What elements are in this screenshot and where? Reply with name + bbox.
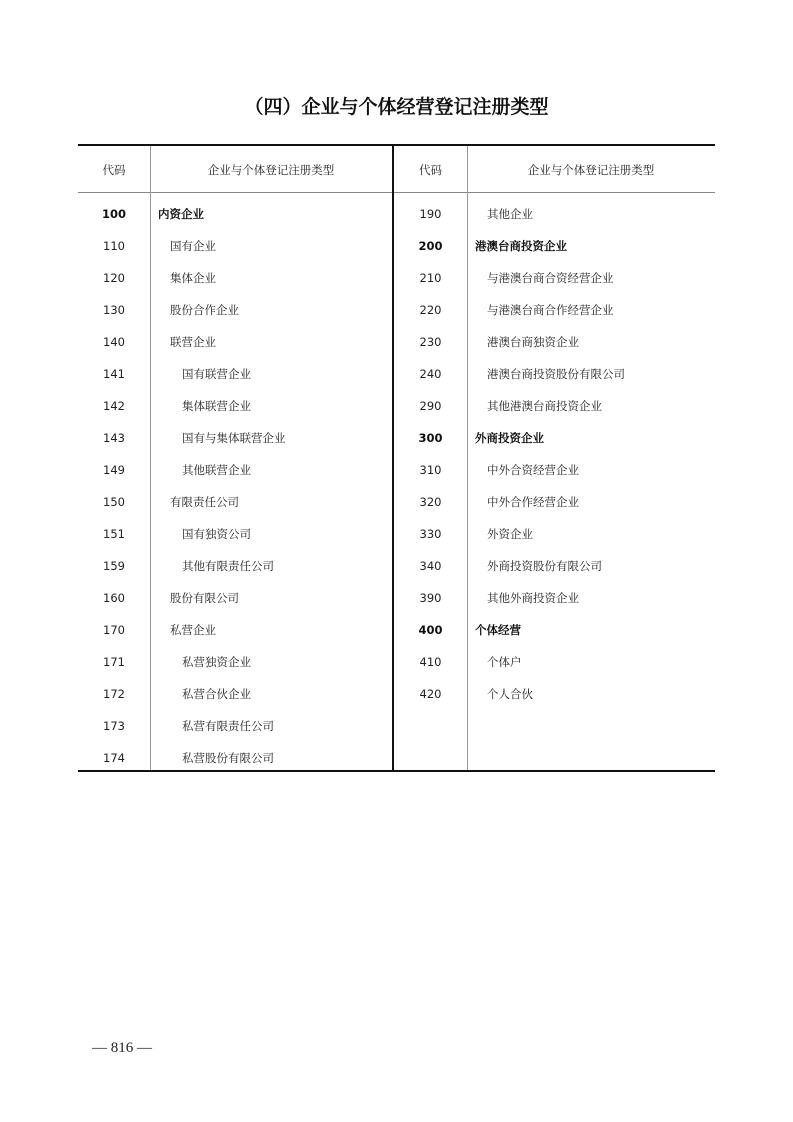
row-code: 130: [103, 303, 125, 317]
row-type-name: 国有与集体联营企业: [182, 431, 286, 445]
row-code: 300: [418, 431, 443, 445]
row-code: 310: [419, 463, 442, 477]
row-code: 160: [103, 591, 125, 605]
row-type-name: 个体经营: [475, 623, 521, 637]
row-type-name: 外资企业: [487, 527, 533, 541]
header-type-left: 企业与个体登记注册类型: [207, 163, 335, 177]
row-code: 330: [419, 527, 442, 541]
row-type-name: 其他外商投资企业: [487, 591, 579, 605]
row-code: 143: [103, 431, 125, 445]
header-code-left: 代码: [102, 163, 126, 177]
row-code: 190: [419, 207, 442, 221]
row-code: 390: [419, 591, 442, 605]
row-code: 420: [419, 687, 442, 701]
row-code: 120: [103, 271, 125, 285]
row-type-name: 其他港澳台商投资企业: [487, 399, 602, 413]
row-type-name: 集体联营企业: [182, 399, 251, 413]
row-type-name: 其他联营企业: [182, 463, 251, 477]
row-code: 140: [103, 335, 125, 349]
row-code: 149: [103, 463, 125, 477]
row-type-name: 私营股份有限公司: [182, 751, 274, 765]
row-code: 142: [103, 399, 125, 413]
column-divider: [467, 146, 468, 770]
row-type-name: 私营企业: [170, 623, 216, 637]
row-type-name: 国有独资公司: [182, 527, 251, 541]
row-type-name: 其他有限责任公司: [182, 559, 274, 573]
row-code: 100: [101, 207, 126, 221]
row-type-name: 集体企业: [170, 271, 216, 285]
row-code: 110: [103, 239, 125, 253]
row-code: 150: [103, 495, 125, 509]
header-divider: [78, 192, 715, 193]
row-type-name: 外商投资股份有限公司: [487, 559, 602, 573]
row-code: 230: [419, 335, 442, 349]
row-code: 159: [103, 559, 125, 573]
row-type-name: 股份有限公司: [170, 591, 239, 605]
row-type-name: 国有企业: [170, 239, 216, 253]
row-code: 173: [103, 719, 125, 733]
row-type-name: 国有联营企业: [182, 367, 251, 381]
row-code: 410: [419, 655, 442, 669]
header-type-right: 企业与个体登记注册类型: [527, 163, 655, 177]
row-type-name: 港澳台商投资股份有限公司: [487, 367, 625, 381]
row-type-name: 个人合伙: [487, 687, 533, 701]
row-type-name: 港澳台商独资企业: [487, 335, 579, 349]
row-code: 141: [103, 367, 125, 381]
row-type-name: 私营独资企业: [182, 655, 251, 669]
row-code: 171: [103, 655, 125, 669]
row-code: 340: [419, 559, 442, 573]
row-type-name: 港澳台商投资企业: [475, 239, 567, 253]
row-type-name: 股份合作企业: [170, 303, 239, 317]
page-title: （四）企业与个体经营登记注册类型: [244, 96, 549, 118]
row-code: 290: [419, 399, 442, 413]
row-type-name: 个体户: [487, 655, 522, 669]
row-type-name: 内资企业: [158, 207, 204, 221]
row-code: 170: [103, 623, 125, 637]
row-type-name: 联营企业: [170, 335, 216, 349]
row-code: 200: [418, 239, 443, 253]
row-code: 320: [419, 495, 442, 509]
row-type-name: 私营合伙企业: [182, 687, 251, 701]
header-code-right: 代码: [419, 163, 442, 177]
row-type-name: 中外合作经营企业: [487, 495, 579, 509]
row-type-name: 中外合资经营企业: [487, 463, 579, 477]
row-type-name: 与港澳台商合资经营企业: [487, 271, 614, 285]
row-type-name: 有限责任公司: [170, 495, 239, 509]
row-type-name: 外商投资企业: [475, 431, 544, 445]
row-code: 151: [103, 527, 125, 541]
row-code: 174: [103, 751, 125, 765]
row-code: 240: [419, 367, 442, 381]
row-code: 220: [419, 303, 442, 317]
row-type-name: 其他企业: [487, 207, 533, 221]
registration-type-table: [78, 144, 715, 772]
page-number: — 816 —: [92, 1040, 152, 1056]
row-type-name: 私营有限责任公司: [182, 719, 274, 733]
column-divider: [150, 146, 151, 770]
row-type-name: 与港澳台商合作经营企业: [487, 303, 614, 317]
row-code: 210: [419, 271, 442, 285]
row-code: 400: [418, 623, 443, 637]
row-code: 172: [103, 687, 125, 701]
